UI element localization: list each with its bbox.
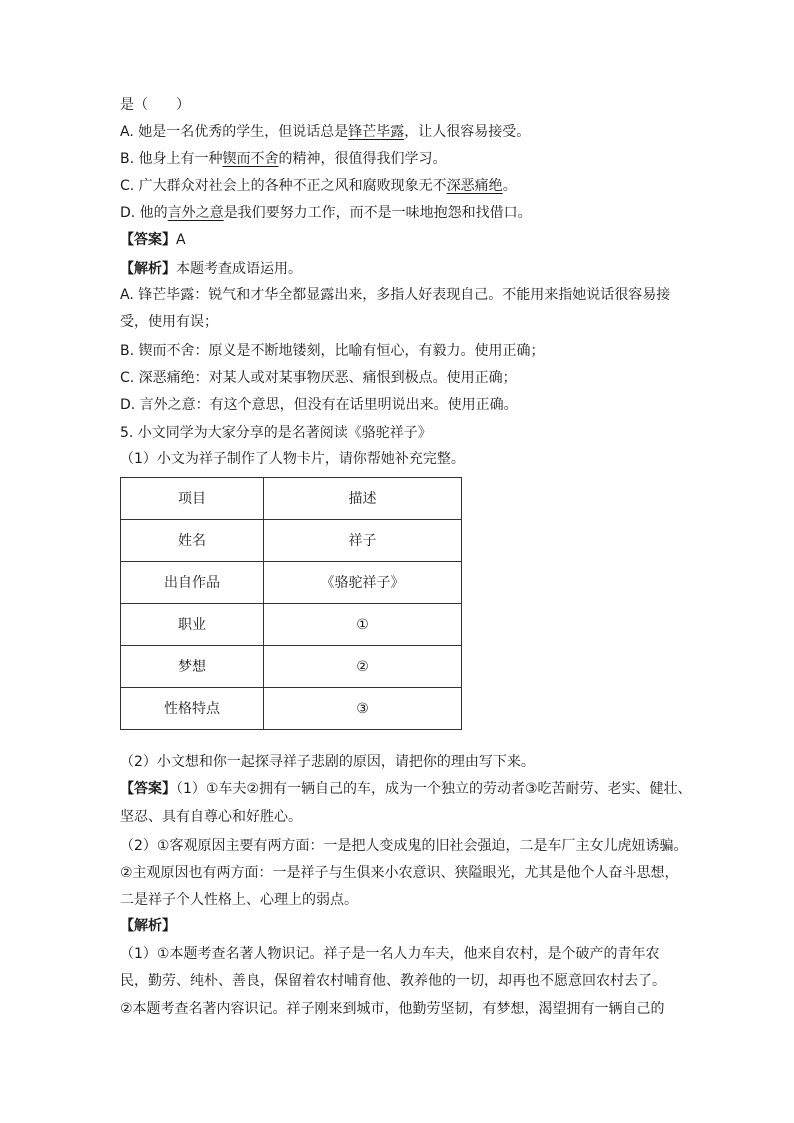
analysis-b: B. 锲而不舍：原义是不断地镂刻，比喻有恒心，有毅力。使用正确； [120,343,545,359]
option-c [120,176,680,196]
table-header-cell: 项目 [121,478,264,520]
analysis-text: 本题考查成语运用。 [176,261,302,277]
option-text: 的精神，很值得我们学习。 [278,151,447,167]
underlined-idiom: 锲而不舍 [222,151,279,167]
underlined-idiom: 深恶痛绝 [446,178,503,194]
option-text: 。 [502,178,517,194]
answer-5-line2: 坚忍、具有自尊心和好胜心。 [120,809,302,825]
option-text: B. 他身上有一种 [120,151,223,167]
question-5-title: 5. 小文同学为大家分享的是名著阅读《骆驼祥子》 [120,425,432,441]
stem-text: 是（ ） [120,97,190,113]
analysis-a-line1: A. 锋芒毕露：锐气和才华全都显露出来，多指人好表现自己。不能用来指她说话很容易接 [120,287,671,303]
analysis-5-line1: （1）①本题考查名著人物识记。祥子是一名人力车夫，他来自农村，是个破产的青年农 [120,946,660,962]
analysis-5-line3: ②本题考查名著内容识记。祥子刚来到城市，他勤劳坚韧，有梦想，渴望拥有一辆自己的 [120,1001,665,1017]
option-text: 是我们要努力工作，而不是一味地抱怨和找借口。 [223,205,532,221]
table-header-cell: 描述 [264,478,462,520]
option-text: ，让人很容易接受。 [404,124,531,140]
option-d [120,203,680,223]
analysis-c: C. 深恶痛绝：对某人或对某事物厌恶、痛恨到极点。使用正确； [120,370,517,386]
analysis-5-line2: 民，勤劳、纯朴、善良，保留着农村哺育他、教养他的一切，却再也不愿意回农村去了。 [120,973,666,989]
analysis-label: 【解析】 [120,261,176,277]
table-row [121,688,462,730]
table-cell: 出自作品 [121,562,264,604]
table-cell: 职业 [121,604,264,646]
table-cell: 性格特点 [121,688,264,730]
table-cell: 梦想 [121,646,264,688]
table-row [121,520,462,562]
answer-value: A [176,232,186,248]
table-cell: ① [264,604,462,646]
table-cell: 《骆驼祥子》 [264,562,462,604]
question-5-sub2: （2）小文想和你一起探寻祥子悲剧的原因，请把你的理由写下来。 [120,754,535,770]
answer-5-line1 [120,779,692,799]
answer-5-line4: ②主观原因也有两方面：一是祥子与生俱来小农意识、狭隘眼光，尤其是他个人奋斗思想， [120,865,679,881]
table-cell: 祥子 [264,520,462,562]
question-stem-tail [120,95,680,115]
table-cell: 姓名 [121,520,264,562]
analysis-5-label: 【解析】 [120,918,176,934]
table-header-row [121,478,462,520]
option-a [120,122,680,142]
answer-line [120,230,680,250]
analysis-intro [120,259,680,279]
option-text: D. 他的 [120,205,168,221]
answer-text: （1）①车夫②拥有一辆自己的车，成为一个独立的劳动者③吃苦耐劳、老实、健壮、 [176,781,692,797]
analysis-d: D. 言外之意：有这个意思，但没有在话里明说出来。使用正确。 [120,397,518,413]
underlined-idiom: 言外之意 [167,205,224,221]
answer-5-line3: （2）①客观原因主要有两方面：一是把人变成鬼的旧社会强迫，二是车厂主女儿虎妞诱骗。 [120,838,688,854]
answer-5-line5: 二是祥子个人性格上、心理上的弱点。 [120,892,358,908]
option-text: C. 广大群众对社会上的各种不正之风和腐败现象无不 [120,178,447,194]
question-5-sub1: （1）小文为祥子制作了人物卡片，请你帮她补充完整。 [120,451,465,467]
table-row [121,646,462,688]
table-row [121,562,462,604]
underlined-idiom: 锋芒毕露 [348,124,405,140]
answer-label: 【答案】 [120,781,176,797]
answer-label: 【答案】 [120,232,176,248]
table-cell: ② [264,646,462,688]
character-card-table [120,477,462,730]
option-text: A. 她是一名优秀的学生，但说话总是 [120,124,349,140]
table-row [121,604,462,646]
analysis-a-line2: 受，使用有误； [120,314,218,330]
table-cell: ③ [264,688,462,730]
option-b [120,149,680,169]
